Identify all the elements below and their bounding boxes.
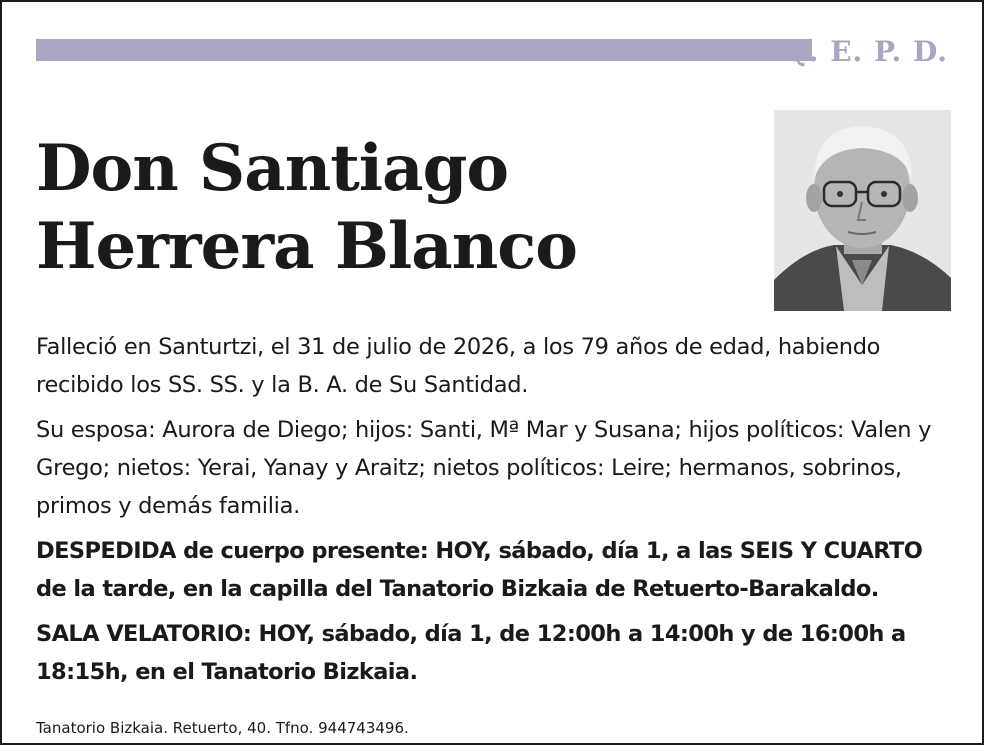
- obituary-text: [36, 328, 952, 698]
- funeral-home-contact: Tanatorio Bizkaia. Retuerto, 40. Tfno. 944743496.: [36, 719, 409, 737]
- farewell-details: DESPEDIDA de cuerpo presente: HOY, sábado, día 1, a las SEIS Y CUARTO de la tarde, en la capilla del Tanatorio Bizkaia de Retuerto-Barakaldo.: [36, 538, 923, 602]
- deceased-name: [36, 130, 736, 286]
- family-list: Su esposa: Aurora de Diego; hijos: Santi, Mª Mar y Susana; hijos políticos: Valen y Grego; nietos: Yerai, Yanay y Araitz; nietos políticos: Leire; hermanos, sobrinos, primos y demás familia.: [36, 417, 932, 519]
- wake-room-details: SALA VELATORIO: HOY, sábado, día 1, de 12:00h a 14:00h y de 16:00h a 18:15h, en el Tanatorio Bizkaia.: [36, 621, 906, 685]
- portrait-photo: [774, 110, 951, 311]
- qepd-label: Q. E. P. D.: [784, 35, 948, 68]
- deceased-name-line1: Don Santiago: [36, 131, 508, 206]
- portrait-image: [774, 110, 951, 311]
- deceased-name-line2: Herrera Blanco: [36, 209, 577, 284]
- header-bar: [36, 39, 812, 61]
- death-announcement: Falleció en Santurtzi, el 31 de julio de 2026, a los 79 años de edad, habiendo recibido los SS. SS. y la B. A. de Su Santidad.: [36, 334, 881, 398]
